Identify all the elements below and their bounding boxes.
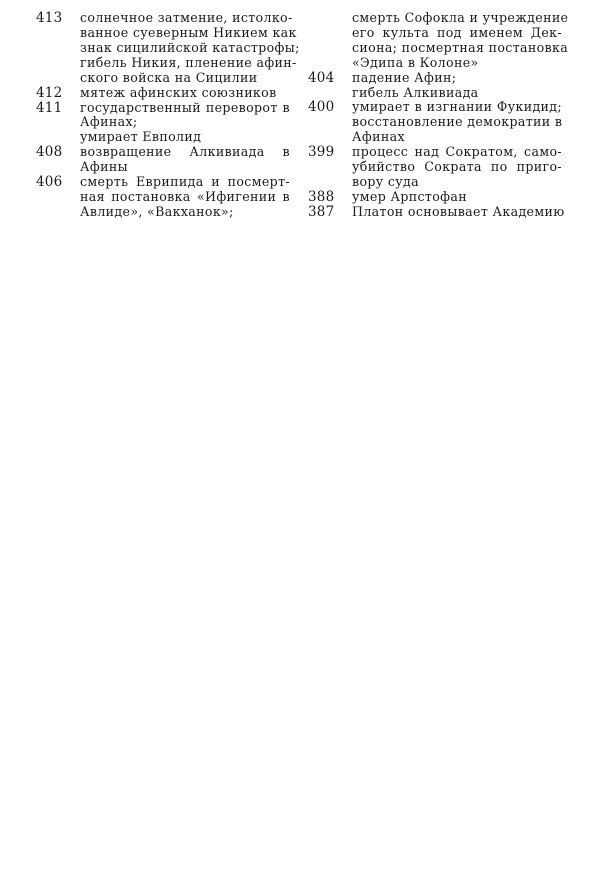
entry-year: 404 [308, 69, 335, 86]
chronology-entry [36, 101, 290, 146]
entry-year: 411 [36, 99, 63, 116]
entry-text-line: смерть Еврипида и посмерт- [80, 174, 290, 190]
entry-text-line: «Эдипа в Колоне» [352, 54, 479, 70]
entry-text-line: Платон основывает Академию [352, 203, 565, 219]
entry-year: 413 [36, 10, 63, 26]
entry-text [352, 190, 562, 205]
entry-text-line: ского войска на Сицилии [80, 69, 258, 85]
entry-text-line: умирает Евполид [80, 129, 202, 145]
chronology-entry [36, 10, 300, 86]
entry-text [352, 100, 562, 145]
entry-year: 400 [308, 99, 335, 116]
entry-year: 408 [36, 144, 63, 161]
entry-text [352, 71, 562, 101]
entry-text [80, 101, 290, 146]
entry-text-line: сиона; посмертная постановка [352, 39, 569, 55]
chronology-entry [36, 145, 290, 175]
entry-year: 412 [36, 84, 63, 101]
entry-text-line: Афинах [352, 129, 405, 145]
entry-text-line: гибель Алкивиада [352, 84, 479, 100]
entry-text-line: мятеж афинских союзников [80, 84, 277, 100]
chronology-entry [36, 175, 290, 220]
entry-year: 387 [308, 203, 335, 220]
entry-text [80, 175, 290, 220]
entry-text-line: его культа под именем Дек- [352, 24, 562, 40]
entry-text-line: убийство Сократа по приго- [352, 159, 562, 175]
entry-text-line: падение Афин; [352, 69, 457, 85]
chronology-entry [308, 100, 562, 145]
entry-text-line: возвращение Алкивиада в [80, 144, 290, 160]
entry-text [352, 145, 562, 190]
entry-year: 406 [36, 174, 63, 191]
entry-text-line: солнечное затмение, истолко- [80, 10, 293, 25]
entry-text-line: знак сицилийской катастрофы; [80, 39, 300, 55]
entry-text-line: Авлиде», «Вакханок»; [80, 203, 234, 219]
entry-text-line: смерть Софокла и учреждение [352, 10, 569, 25]
entry-text-line: государственный переворот в [80, 99, 290, 115]
entry-text [80, 10, 300, 86]
entry-text-line: вору суда [352, 173, 420, 189]
entry-text [352, 203, 565, 220]
chronology-entry [308, 145, 562, 190]
entry-text-line: умер Арпстофан [352, 188, 467, 204]
entry-text-line: Афины [80, 159, 128, 175]
chronology-entry [308, 203, 565, 220]
entry-text-line: процесс над Сократом, само- [352, 144, 562, 160]
chronology-entry [308, 71, 562, 101]
chronology-left-column [36, 10, 300, 220]
entry-text-line: ванное суеверным Никием как [80, 24, 297, 40]
entry-text-line: ная постановка «Ифигении в [80, 188, 290, 204]
chronology-entry [308, 10, 569, 71]
entry-text [80, 145, 290, 175]
entry-text [352, 10, 569, 71]
entry-text [80, 86, 290, 101]
entry-year: 399 [308, 144, 335, 161]
entry-text-line: восстановление демократии в [352, 114, 563, 130]
chronology-entry [36, 86, 290, 101]
entry-text-line: умирает в изгнании Фукидид; [352, 99, 562, 115]
entry-text-line: гибель Никия, пленение афин- [80, 54, 297, 70]
chronology-entry [308, 190, 562, 205]
entry-year: 388 [308, 188, 335, 205]
chronology-right-column [308, 10, 569, 220]
entry-text-line: Афинах; [80, 114, 138, 130]
